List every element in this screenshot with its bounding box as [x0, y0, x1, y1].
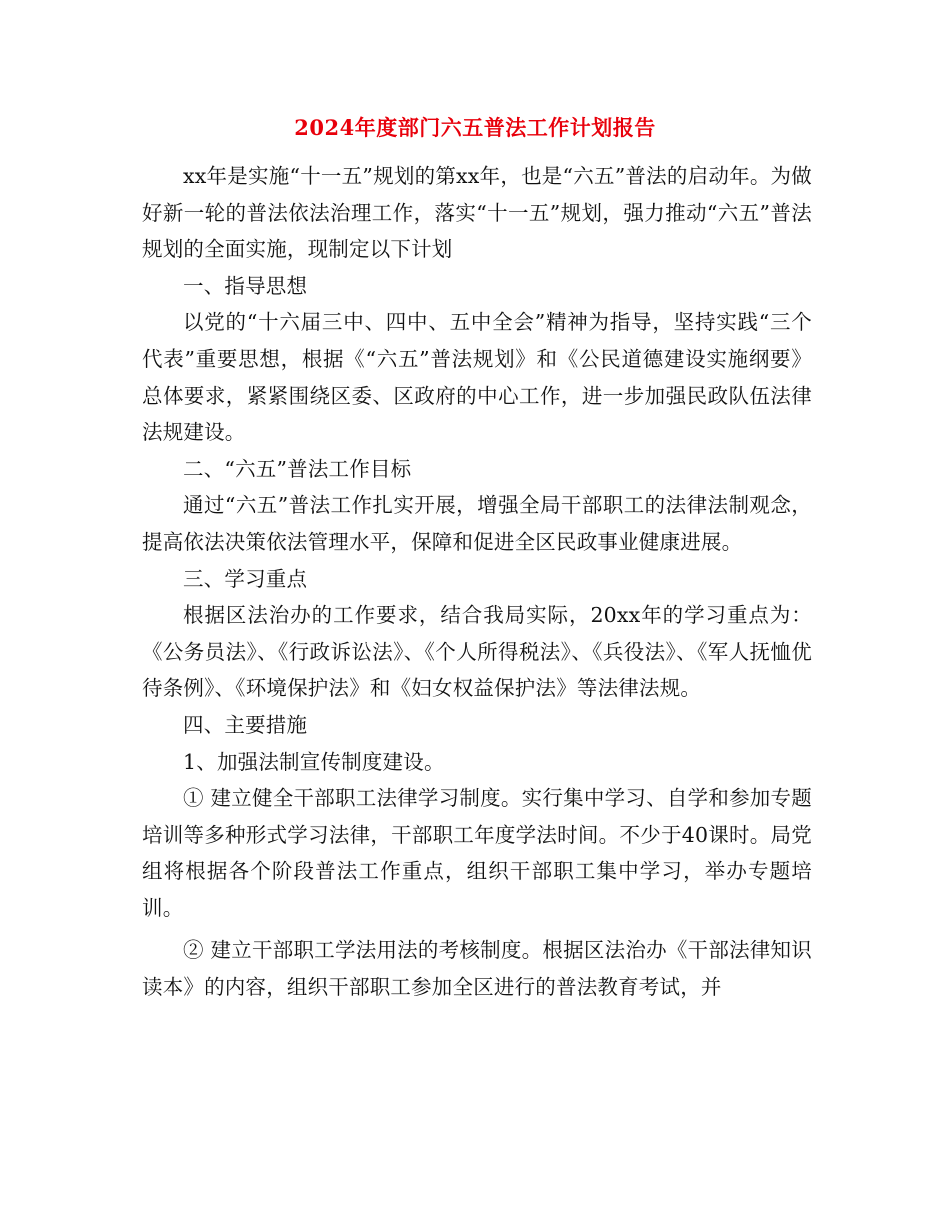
- guiding-ideology-paragraph: 以党的“十六届三中、四中、五中全会”精神为指导，坚持实践“三个代表”重要思想，根据《“六五”普法规划》和《公民道德建设实施纲要》总体要求，紧紧围绕区委、区政府的中心工作，进一步加强民政队伍法律法规建设。: [142, 310, 812, 445]
- measure-item-1: 1、加强法制宣传制度建设。: [183, 749, 445, 774]
- section-heading-goals: 二、“六五”普法工作目标: [183, 456, 412, 481]
- document-title: 2024年度部门六五普法工作计划报告: [294, 115, 656, 140]
- section-heading-guiding-ideology: 一、指导思想: [183, 273, 308, 298]
- document-body: [142, 158, 812, 1006]
- section-heading-measures: 四、主要措施: [183, 712, 308, 737]
- measure-subitem-1: ① 建立健全干部职工法律学习制度。实行集中学习、自学和参加专题培训等多种形式学习法律，干部职工年度学法时间。不少于40课时。局党组将根据各个阶段普法工作重点，组织干部职工集中学习，举办专题培训。: [142, 786, 812, 920]
- study-focus-paragraph: 根据区法治办的工作要求，结合我局实际，20xx年的学习重点为：《公务员法》、《行政诉讼法》、《个人所得税法》、《兵役法》、《军人抚恤优待条例》、《环境保护法》和《妇女权益保护法》等法律法规。: [142, 603, 812, 701]
- goals-paragraph: 通过“六五”普法工作扎实开展，增强全局干部职工的法律法制观念，提高依法决策依法管理水平，保障和促进全区民政事业健康进展。: [142, 493, 812, 554]
- section-heading-study-focus: 三、学习重点: [183, 566, 308, 591]
- intro-paragraph: xx年是实施“十一五”规划的第xx年，也是“六五”普法的启动年。为做好新一轮的普法依法治理工作，落实“十一五”规划，强力推动“六五”普法规划的全面实施，现制定以下计划: [142, 164, 812, 262]
- measure-subitem-2: ② 建立干部职工学法用法的考核制度。根据区法治办《干部法律知识读本》的内容，组织干部职工参加全区进行的普法教育考试，并: [142, 938, 812, 1000]
